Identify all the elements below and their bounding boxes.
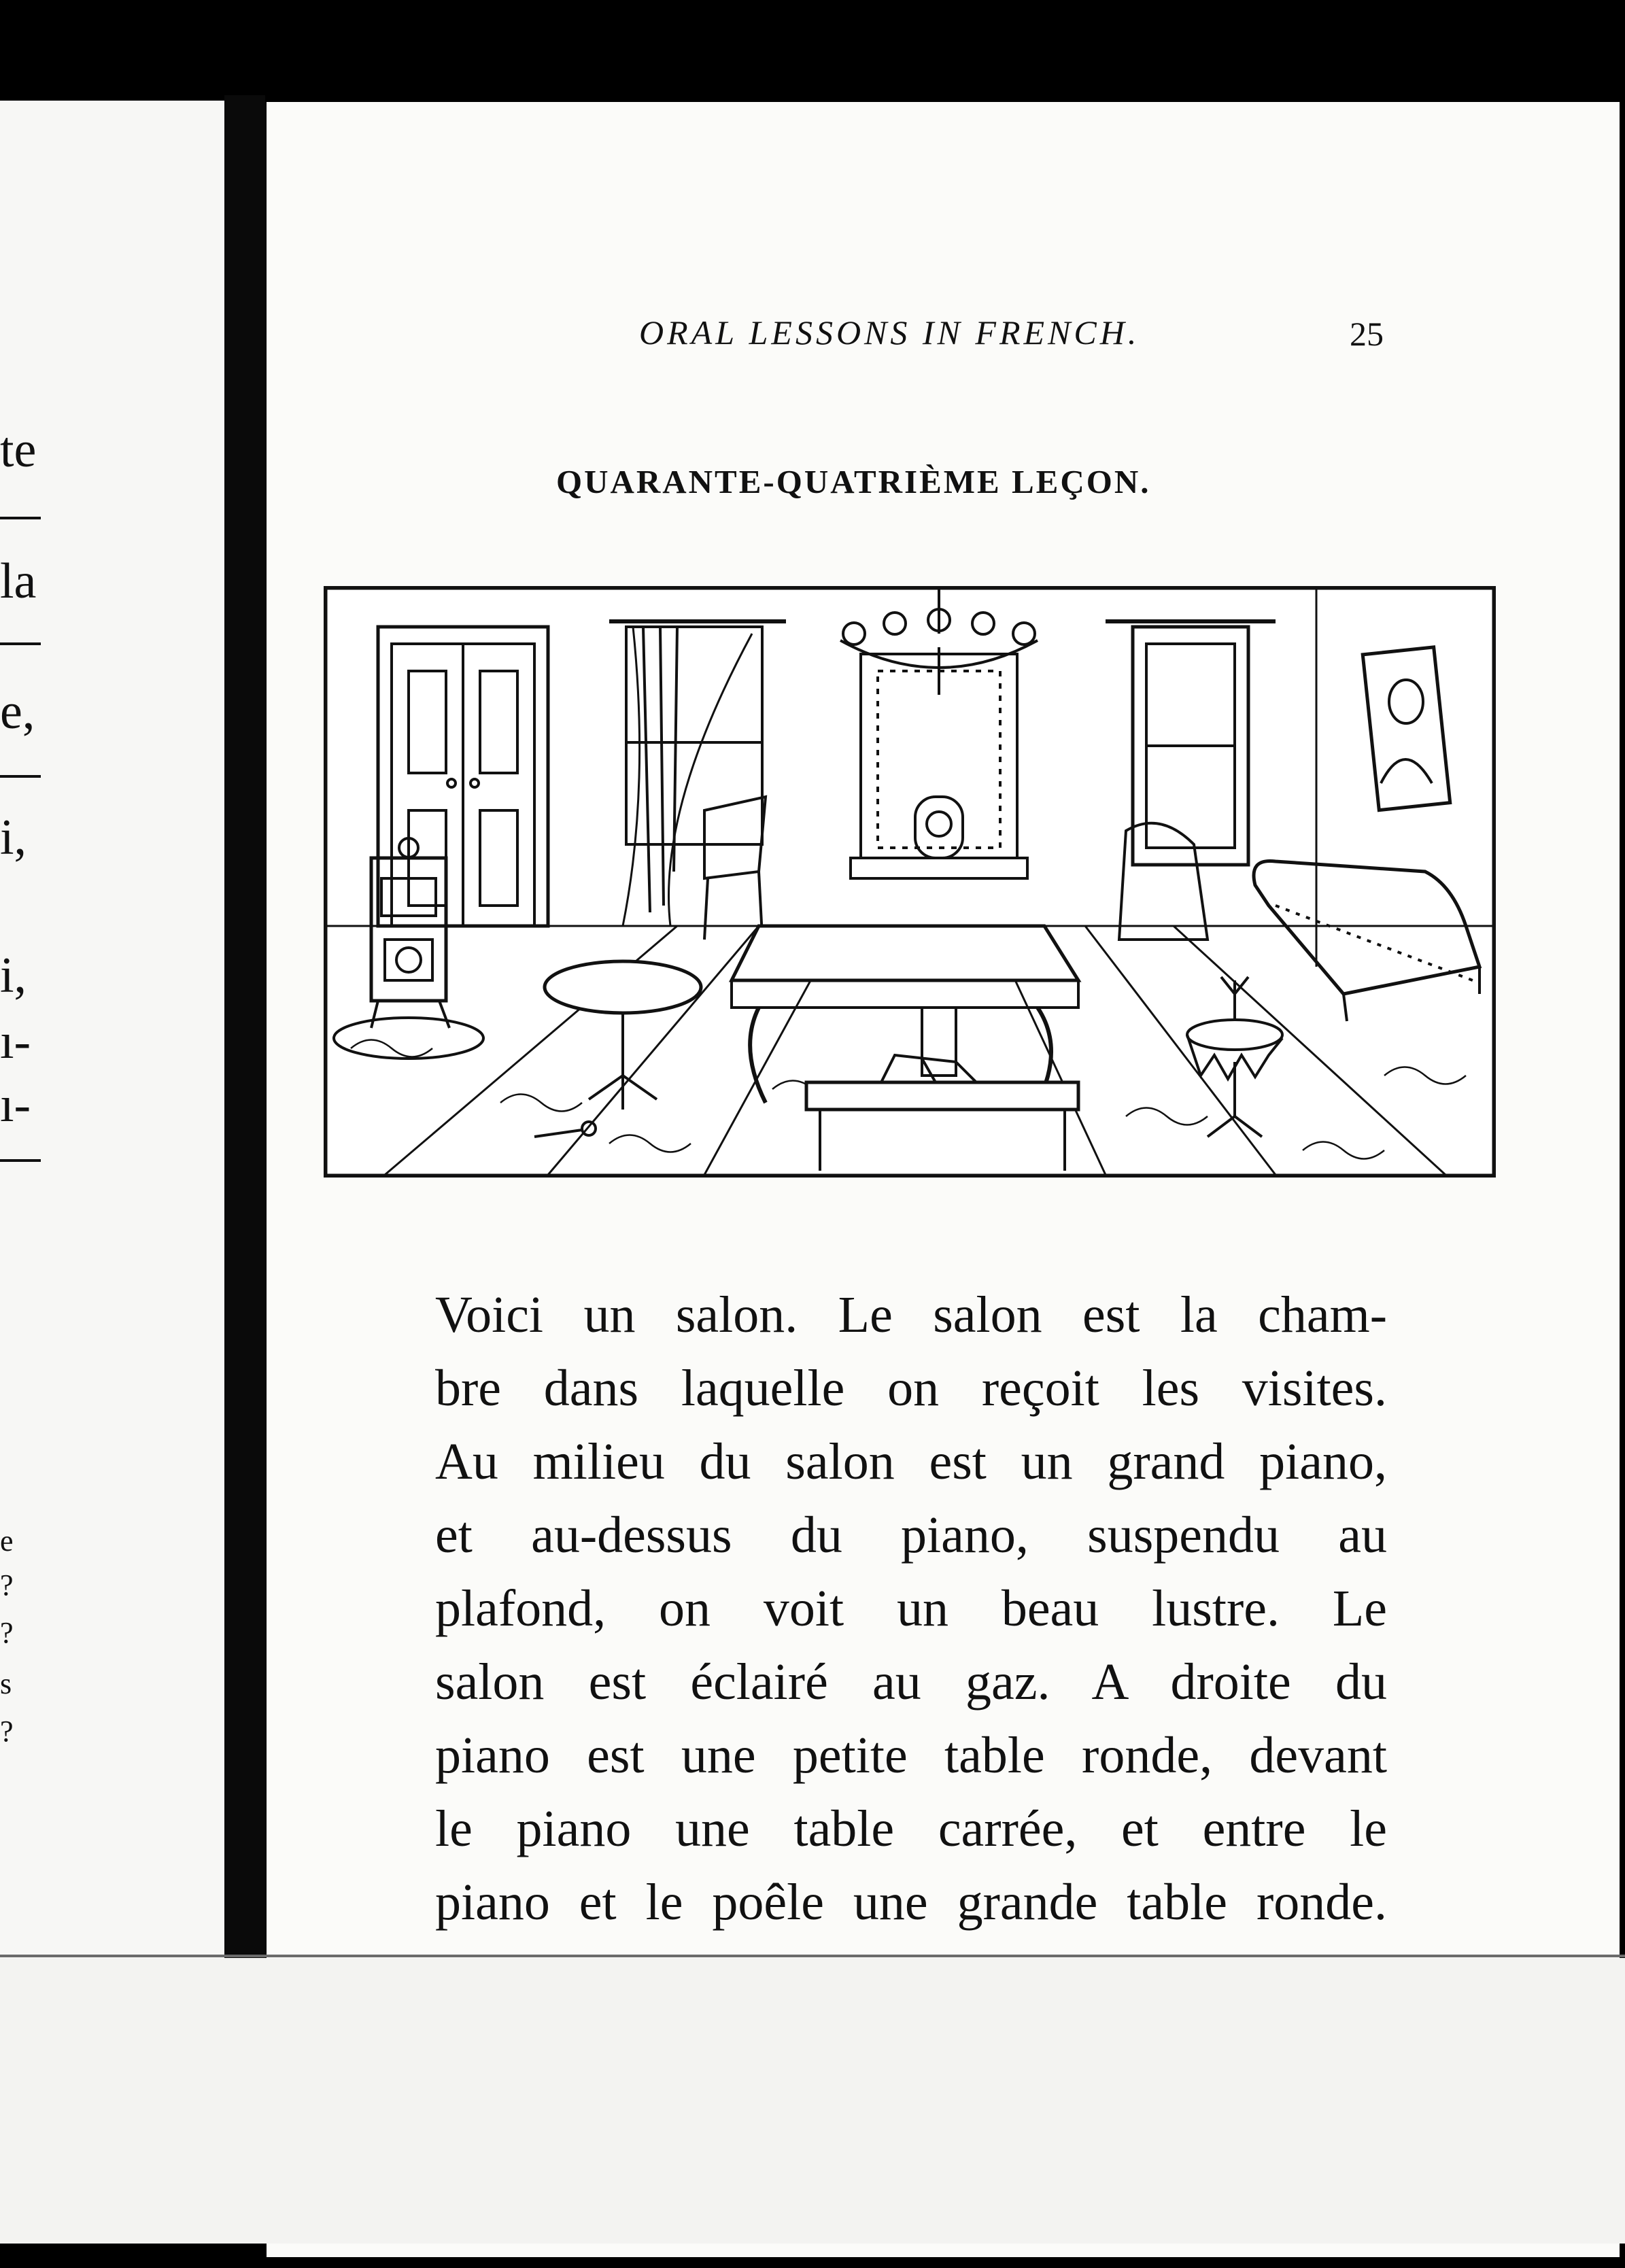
- left-fragment: i,: [0, 810, 27, 865]
- body-line: salon est éclairé au gaz. A droite du: [435, 1653, 1387, 1711]
- page-number: 25: [1350, 315, 1384, 353]
- next-page-strip: [0, 1958, 1625, 2244]
- left-dash: [0, 775, 41, 778]
- lesson-title: QUARANTE-QUATRIÈME LEÇON.: [556, 463, 1151, 500]
- body-line: et au-dessus du piano, suspendu au: [435, 1507, 1387, 1564]
- left-dash: [0, 517, 41, 519]
- running-head: ORAL LESSONS IN FRENCH.: [639, 313, 1140, 351]
- left-small-mark: s: [0, 1667, 12, 1700]
- body-line: piano est une petite table ronde, devant: [435, 1727, 1387, 1784]
- left-small-mark: ?: [0, 1568, 14, 1602]
- left-fragment: te: [0, 422, 37, 478]
- lesson-body: [435, 1278, 1387, 1939]
- left-fragment: e,: [0, 684, 35, 740]
- salon-illustration: [324, 586, 1496, 1178]
- body-line: bre dans laquelle on reçoit les visites.: [435, 1360, 1387, 1417]
- page-edge-line: [0, 1955, 1625, 1957]
- left-small-mark: e: [0, 1524, 14, 1558]
- left-fragment: ı-: [0, 1077, 31, 1133]
- left-dash: [0, 642, 41, 645]
- left-fragment: i,: [0, 948, 27, 1003]
- body-line: Au milieu du salon est un grand piano,: [435, 1433, 1387, 1490]
- left-fragment: la: [0, 553, 37, 609]
- left-small-mark: ?: [0, 1616, 14, 1649]
- left-fragment: ı-: [0, 1014, 31, 1069]
- body-line: plafond, on voit un beau lustre. Le: [435, 1580, 1387, 1637]
- body-line: piano et le poêle une grande table ronde.: [435, 1874, 1387, 1931]
- body-line: Voici un salon. Le salon est la cham-: [435, 1286, 1387, 1343]
- book-gutter: [224, 95, 265, 2244]
- left-dash: [0, 1159, 41, 1162]
- body-line: le piano une table carrée, et entre le: [435, 1800, 1387, 1857]
- left-small-mark: ?: [0, 1715, 14, 1748]
